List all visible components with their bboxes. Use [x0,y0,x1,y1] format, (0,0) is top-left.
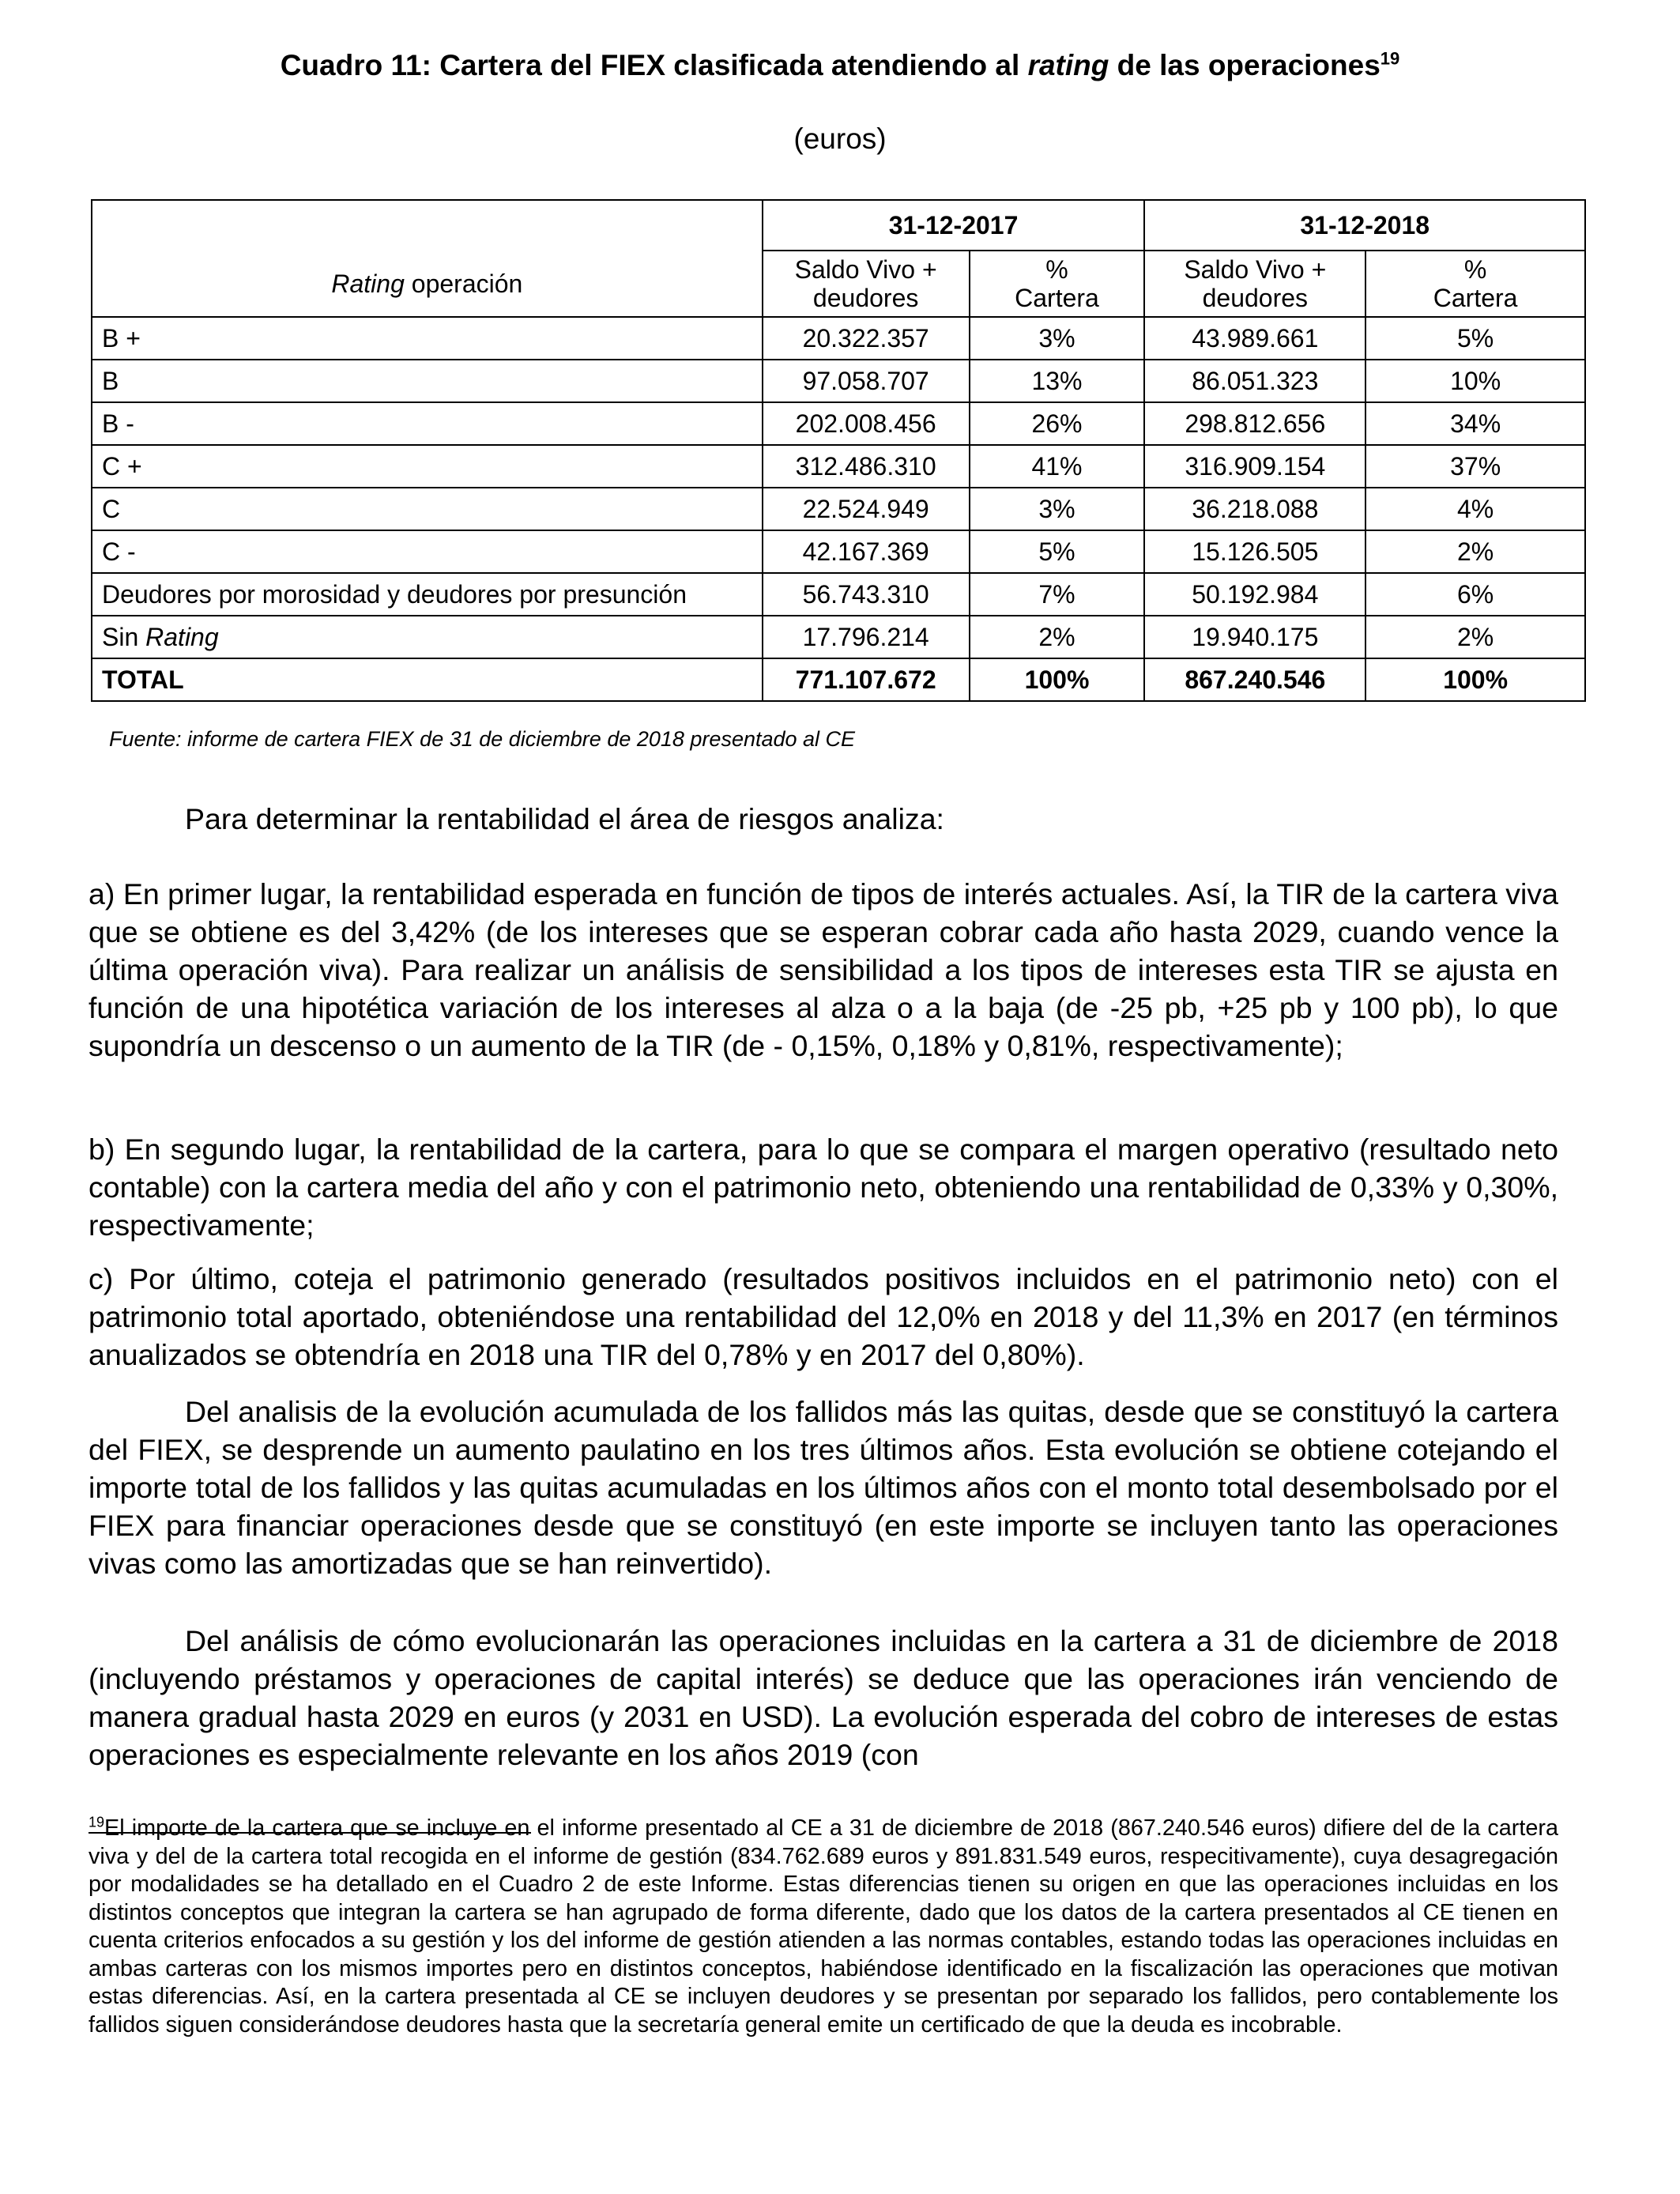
header-pct-2018 [1365,251,1585,317]
units-label: (euros) [793,123,887,155]
title-tail: de las operaciones [1109,49,1381,81]
cell-pct-2017: 7% [970,573,1145,616]
cell-pct-2017: 3% [970,488,1145,530]
cell-pct-2017: 5% [970,530,1145,573]
cell-pct-2017: 41% [970,445,1145,488]
header-pct-2017 [970,251,1145,317]
header-saldo-line2: deudores [812,284,919,312]
cell-saldo-2017: 202.008.456 [763,402,970,445]
cell-saldo-2018: 15.126.505 [1144,530,1365,573]
header-pct-line2: Cartera [1433,284,1518,312]
row-label [92,616,763,658]
cell-saldo-2018: 86.051.323 [1144,360,1365,402]
cell-saldo-2018: 36.218.088 [1144,488,1365,530]
cell-pct-2017: 13% [970,360,1145,402]
title-italic: rating [1027,49,1109,81]
table-source-note: Fuente: informe de cartera FIEX de 31 de diciembre de 2018 presentado al CE [109,727,856,751]
cell-saldo-2017: 771.107.672 [763,658,970,701]
cell-pct-2018: 4% [1365,488,1585,530]
cell-pct-2018: 5% [1365,317,1585,360]
paragraph-d: Del analisis de la evolución acumulada de los fallidos más las quitas, desde que se constituyó la cartera del FIEX, se desprende un aumento paulatino en los tres últimos años. Esta evolución se obtiene cotejando el importe total de los fallidos y las quitas acumuladas en los últimos años con el monto total desembolsado por el FIEX para financiar operaciones desde que se constituyó (en este importe se incluyen tanto las operaciones vivas como las amortizadas que se han reinvertido). [89,1395,1558,1580]
cell-saldo-2017: 56.743.310 [763,573,970,616]
row-label: C - [92,530,763,573]
cell-pct-2018: 2% [1365,530,1585,573]
paragraph-e: Del análisis de cómo evolucionarán las operaciones incluidas en la cartera a 31 de diciembre de 2018 (incluyendo préstamos y operaciones de capital interés) se deduce que las operaciones irán venciendo de manera gradual hasta 2029 en euros (y 2031 en USD). La evolución esperada del cobro de intereses de estas operaciones es especialmente relevante en los años 2019 (con [89,1624,1558,1771]
header-row-columns [92,251,1585,317]
cell-saldo-2017: 20.322.357 [763,317,970,360]
row-label: C [92,488,763,530]
cell-saldo-2018: 316.909.154 [1144,445,1365,488]
table-row [92,360,1585,402]
cell-pct-2018: 100% [1365,658,1585,701]
footnote-number: 19 [89,1814,105,1830]
cell-saldo-2018: 19.940.175 [1144,616,1365,658]
paragraph-b: b) En segundo lugar, la rentabilidad de la cartera, para lo que se compara el margen operativo (resultado neto contable) con la cartera media del año y con el patrimonio neto, obteniendo una rentabilidad de 0,33% y 0,30%, respectivamente; [89,1133,1558,1242]
table-row [92,445,1585,488]
cell-saldo-2018: 867.240.546 [1144,658,1365,701]
header-saldo-line1: Saldo Vivo + [794,255,937,284]
table-row [92,317,1585,360]
header-empty-cell [92,200,763,251]
row-label: C + [92,445,763,488]
table-row [92,573,1585,616]
header-period-2017: 31-12-2017 [763,200,1145,251]
cell-pct-2017: 2% [970,616,1145,658]
header-saldo-line2: deudores [1202,284,1309,312]
table-row-sin-rating [92,616,1585,658]
cell-saldo-2017: 17.796.214 [763,616,970,658]
cell-pct-2018: 34% [1365,402,1585,445]
table-row [92,488,1585,530]
header-saldo-line1: Saldo Vivo + [1184,255,1327,284]
cell-pct-2018: 6% [1365,573,1585,616]
cell-pct-2017: 26% [970,402,1145,445]
header-row-periods [92,200,1585,251]
cell-pct-2018: 10% [1365,360,1585,402]
row-label-prefix: Sin [102,622,146,651]
header-rating-rest: operación [404,269,523,298]
row-label: B [92,360,763,402]
cell-pct-2017: 3% [970,317,1145,360]
cell-saldo-2018: 298.812.656 [1144,402,1365,445]
header-pct-line1: % [1045,255,1068,284]
row-label: B + [92,317,763,360]
paragraph-a: a) En primer lugar, la rentabilidad esperada en función de tipos de interés actuales. Así, la TIR de la cartera viva que se obtiene es del 3,42% (de los intereses que se esperan cobrar cada año hasta 2029, cuando vence la última operación viva). Para realizar un análisis de sensibilidad a los tipos de intereses esta TIR se ajusta en función de una hipotética variación de los intereses al alza o a la baja (de -25 pb, +25 pb y 100 pb), lo que supondría un descenso o un aumento de la TIR (de - 0,15%, 0,18% y 0,81%, respectivamente); [89,877,1558,1062]
header-saldo-2018 [1144,251,1365,317]
cell-pct-2018: 37% [1365,445,1585,488]
cell-saldo-2017: 312.486.310 [763,445,970,488]
cell-saldo-2018: 43.989.661 [1144,317,1365,360]
table-row [92,402,1585,445]
row-label: B - [92,402,763,445]
cell-saldo-2017: 97.058.707 [763,360,970,402]
paragraph-intro: Para determinar la rentabilidad el área de riesgos analiza: [185,802,944,835]
header-rating-italic: Rating [331,269,405,298]
table-title [0,49,1680,82]
cell-saldo-2017: 22.524.949 [763,488,970,530]
header-period-2018: 31-12-2018 [1144,200,1585,251]
cell-saldo-2017: 42.167.369 [763,530,970,573]
header-pct-line1: % [1463,255,1487,284]
footnote [89,1815,1558,2039]
cell-pct-2018: 2% [1365,616,1585,658]
paragraph-c: c) Por último, coteja el patrimonio generado (resultados positivos incluidos en el patrimonio neto) con el patrimonio total aportado, obteniéndose una rentabilidad del 12,0% en 2018 y del 11,3% en 2017 (en términos anualizados se obtendría en 2018 una TIR del 0,78% y en 2017 del 0,80%). [89,1262,1558,1371]
row-label-italic: Rating [145,622,219,651]
header-rating-operacion [92,251,763,317]
table-row-total [92,658,1585,701]
row-label: Deudores por morosidad y deudores por presunción [92,573,763,616]
header-saldo-2017 [763,251,970,317]
rating-table [91,199,1586,702]
header-pct-line2: Cartera [1015,284,1099,312]
table-row [92,530,1585,573]
row-label: TOTAL [92,658,763,701]
cell-pct-2017: 100% [970,658,1145,701]
footnote-text: El importe de la cartera que se incluye en el informe presentado al CE a 31 de diciembre de 2018 (867.240.546 euros) difiere del de la cartera viva y del de la cartera total recogida en el informe de gestión (834.762.689 euros y 891.831.549 euros, respecitivamente), cuya desagregación por modalidades se ha detallado en el Cuadro 2 de este Informe. Estas diferencias tienen su origen en que las operaciones incluidas en los distintos conceptos que integran la cartera se han agrupado de forma diferente, dado que los datos de la cartera presentados al CE tienen en cuenta criterios enfocados a su gestión y los del informe de gestión atienden a las normas contables, estando todas las operaciones incluidas en ambas carteras con los mismos importes pero en distintos conceptos, habiéndose identificado en la fiscalización las operaciones que motivan estas diferencias. Así, en la cartera presentada al CE se incluyen deudores y se presentan por separado los fallidos, pero contablemente los fallidos siguen considerándose deudores hasta que la secretaría general emite un certificado de que la deuda es incobrable. [89,1815,1558,2038]
table-body [92,317,1585,616]
title-text: Cuadro 11: Cartera del FIEX clasificada atendiendo al [280,49,1028,81]
cell-saldo-2018: 50.192.984 [1144,573,1365,616]
footnote-ref: 19 [1380,48,1400,69]
